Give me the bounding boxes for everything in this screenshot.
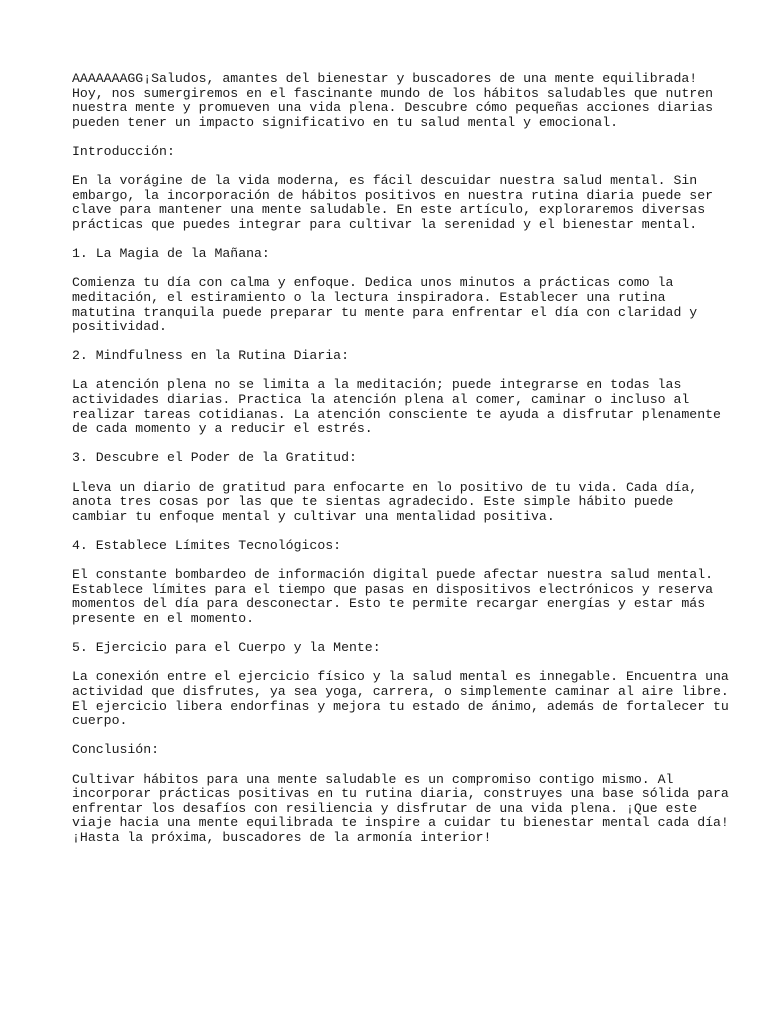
intro-paragraph: AAAAAAAGG¡Saludos, amantes del bienestar y buscadores de una mente equilibrada! Hoy, nos sumergiremos en el fascinante mundo de los hábitos saludables que nutren nuestra mente y promueven una vida plena. Descubre cómo pequeñas acciones diarias pueden tener un impacto significativo en tu salud mental y emocional.: [72, 71, 714, 130]
conclusion-paragraph: Cultivar hábitos para una mente saludable es un compromiso contigo mismo. Al incorporar prácticas positivas en tu rutina diaria, construyes una base sólida para enfrentar los desafíos con resiliencia y disfrutar de una vida plena. ¡Que este viaje hacia una mente equilibrada te inspire a cuidar tu bienestar mental cada día! ¡Hasta la próxima, buscadores de la armonía interior!: [72, 771, 729, 845]
document-page: [72, 71, 729, 860]
section-heading-introduccion: Introducción:: [72, 143, 175, 159]
section-heading-ejercicio: 5. Ejercicio para el Cuerpo y la Mente:: [72, 640, 381, 656]
introduccion-paragraph: En la vorágine de la vida moderna, es fácil descuidar nuestra salud mental. Sin embargo, la incorporación de hábitos positivos en nuestra rutina diaria puede ser clave para mantener una mente saludable. En este artículo, exploraremos diversas prácticas que puedes integrar para cultivar la serenidad y el bienestar mental.: [72, 173, 714, 232]
section-heading-magia-manana: 1. La Magia de la Mañana:: [72, 246, 270, 262]
ejercicio-paragraph: La conexión entre el ejercicio físico y la salud mental es innegable. Encuentra una actividad que disfrutes, ya sea yoga, carrera, o simplemente caminar al aire libre. El ejercicio libera endorfinas y mejora tu estado de ánimo, además de fortalecer tu cuerpo.: [72, 669, 729, 729]
section-heading-gratitud: 3. Descubre el Poder de la Gratitud:: [72, 450, 357, 466]
mindfulness-paragraph: La atención plena no se limita a la meditación; puede integrarse en todas las actividades diarias. Practica la atención plena al comer, caminar o incluso al realizar tareas cotidianas. La atención consciente te ayuda a disfrutar plenamente de cada momento y a reducir el estrés.: [72, 377, 721, 437]
gratitud-paragraph: Lleva un diario de gratitud para enfocarte en lo positivo de tu vida. Cada día, anota tres cosas por las que te sientas agradecido. Este simple hábito puede cambiar tu enfoque mental y cultivar una mentalidad positiva.: [72, 479, 698, 524]
section-heading-mindfulness: 2. Mindfulness en la Rutina Diaria:: [72, 348, 349, 364]
section-heading-limites: 4. Establece Límites Tecnológicos:: [72, 538, 342, 553]
magia-manana-paragraph: Comienza tu día con calma y enfoque. Dedica unos minutos a prácticas como la meditación, el estiramiento o la lectura inspiradora. Establecer una rutina matutina tranquila puede preparar tu mente para enfrentar el día con claridad y positividad.: [72, 275, 698, 335]
limites-paragraph: El constante bombardeo de información digital puede afectar nuestra salud mental. Establece límites para el tiempo que pasas en dispositivos electrónicos y reserva momentos del día para desconectar. Esto te permite recargar energías y estar más presente en el momento.: [72, 567, 714, 626]
section-heading-conclusion: Conclusión:: [72, 742, 160, 758]
